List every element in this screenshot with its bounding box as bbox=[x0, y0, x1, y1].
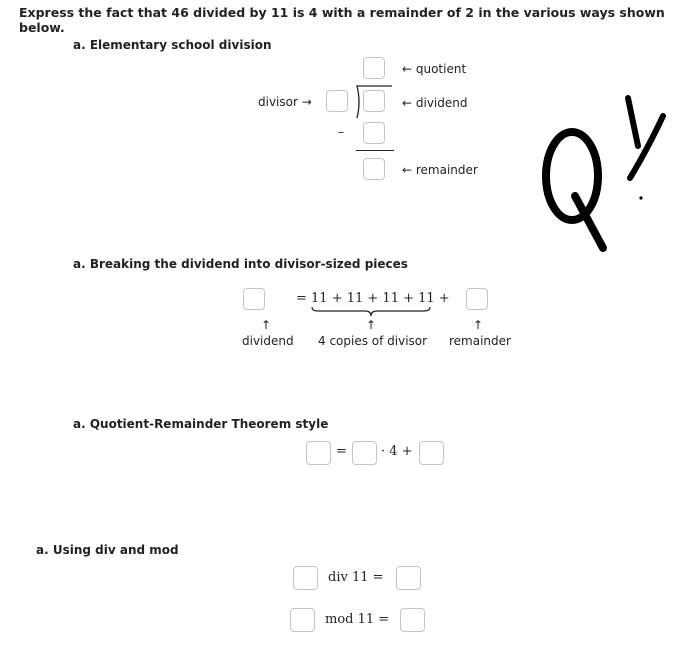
instructions-text: Express the fact that 46 divided by 11 is 4 with a remainder of 2 in the various ways shown below. bbox=[19, 5, 665, 35]
minus-sign: – bbox=[338, 125, 344, 139]
remainder-input[interactable] bbox=[363, 158, 385, 180]
quotient-label: ← quotient bbox=[402, 62, 467, 76]
heading-div-mod: a. Using div and mod bbox=[36, 543, 179, 557]
subtrahend-input[interactable] bbox=[363, 122, 385, 144]
qr-remainder-input[interactable] bbox=[419, 441, 444, 465]
dividend-arrow: ↑ bbox=[261, 318, 272, 332]
pieces-remainder-input[interactable] bbox=[466, 288, 488, 310]
qr-equals: = bbox=[336, 444, 347, 459]
remainder-arrow: ↑ bbox=[473, 318, 484, 332]
div-result-input[interactable] bbox=[396, 566, 421, 590]
heading-qr-theorem: a. Quotient-Remainder Theorem style bbox=[73, 417, 329, 431]
pieces-copies-label: 4 copies of divisor bbox=[318, 334, 428, 348]
copies-arrow: ↑ bbox=[366, 318, 377, 332]
heading-divisor-sized-pieces: a. Breaking the dividend into divisor-sized pieces bbox=[73, 257, 408, 271]
pieces-remainder-label: remainder bbox=[449, 334, 511, 348]
pieces-dividend-input[interactable] bbox=[243, 288, 265, 310]
underbrace bbox=[310, 305, 432, 317]
div-expression: div 11 = bbox=[328, 570, 384, 585]
qr-divisor-input[interactable] bbox=[352, 441, 377, 465]
divisor-input[interactable] bbox=[326, 90, 348, 112]
mod-result-input[interactable] bbox=[400, 608, 425, 632]
pieces-equation: = 11 + 11 + 11 + 11 + bbox=[296, 291, 450, 306]
dividend-input[interactable] bbox=[363, 90, 385, 112]
divisor-label: divisor → bbox=[258, 95, 312, 109]
mod-left-input[interactable] bbox=[290, 608, 315, 632]
pieces-dividend-label: dividend bbox=[242, 334, 294, 348]
mod-expression: mod 11 = bbox=[325, 612, 390, 627]
quotient-input[interactable] bbox=[363, 57, 385, 79]
subtraction-line bbox=[356, 150, 394, 151]
heading-elementary-division: a. Elementary school division bbox=[73, 38, 272, 52]
handwritten-scribble bbox=[535, 88, 685, 258]
div-left-input[interactable] bbox=[293, 566, 318, 590]
remainder-label: ← remainder bbox=[402, 163, 478, 177]
qr-dividend-input[interactable] bbox=[306, 441, 331, 465]
qr-times-four-plus: · 4 + bbox=[381, 444, 413, 459]
dividend-label: ← dividend bbox=[402, 96, 468, 110]
